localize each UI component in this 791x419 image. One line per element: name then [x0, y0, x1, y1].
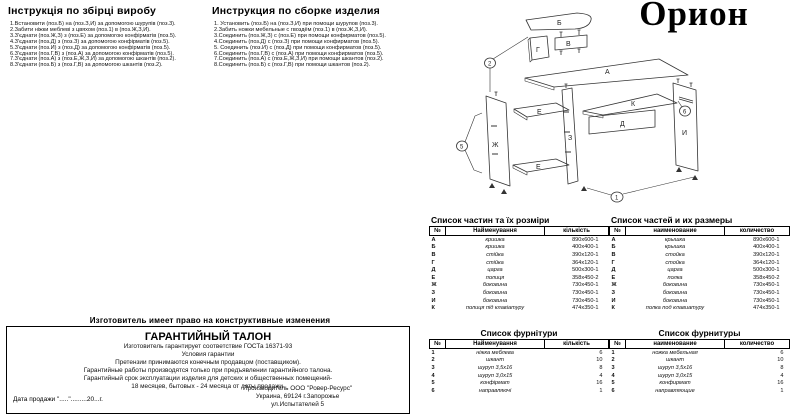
table-cell: 730х450-1 — [753, 289, 780, 296]
text-line: Условия гарантии — [181, 351, 235, 358]
table-cell: шуруп 3,0х15 — [657, 372, 693, 379]
instruction-step: 2.Забить ножки мебельные с гвоздём (поз.1) в (поз.Ж,З,И). — [214, 26, 368, 33]
ua-instructions-title: Інструкція по збірці виробу — [8, 5, 157, 17]
instruction-step: 4.З'єднати (поз.Д) з (поз.З) за допомогою конфірматів (поз.5). — [10, 38, 170, 45]
instruction-step: 1.Встановити (поз.Б) на (поз.З,И) за допомогою шурупів (поз.3). — [10, 21, 176, 27]
table-row — [430, 251, 609, 259]
table-row — [430, 349, 609, 357]
table-cell: царга — [667, 267, 683, 274]
table-cell: 2 — [611, 357, 615, 364]
warranty-title: ГАРАНТИЙНЫЙ ТАЛОН — [144, 331, 272, 343]
instruction-step: 5.З'єднати (поз.И) з (поз.Д) за допомогою конфірматів (поз.5). — [10, 44, 171, 51]
table-cell: К — [431, 305, 435, 312]
instruction-step: 5. Соединить (поз.И) с (поз.Д) при помощи конфирматов (поз.5). — [214, 44, 382, 51]
column-header: количество — [725, 340, 790, 349]
column-header: кількість — [545, 227, 609, 236]
table-cell: полиця під клавіатуру — [465, 305, 525, 312]
table-cell: 6 — [611, 387, 615, 394]
warranty-date-line: Дата продажи ".....".........20...г. — [13, 396, 103, 403]
ru-instructions-block — [212, 5, 410, 69]
table-cell: 10 — [777, 357, 784, 364]
table-row — [610, 297, 790, 305]
text-line: Гарантийный срок эксплуатации изделия для детских и общественных помещений- — [83, 375, 333, 382]
diagram-label-a: А — [605, 69, 610, 76]
diagram-label-b: Б — [557, 20, 562, 27]
diagram-label-e-lower: Е — [536, 164, 541, 171]
table-cell: направляющие — [655, 387, 695, 394]
part-k-keyboard-shelf — [583, 94, 677, 115]
assembly-diagram — [430, 4, 790, 216]
column-header: № — [610, 227, 626, 236]
table-row — [610, 289, 790, 297]
table-cell: 474х350-1 — [572, 305, 599, 312]
column-header: количество — [725, 227, 790, 236]
table-row — [610, 304, 790, 312]
ru-hardware-table — [609, 339, 790, 395]
table-cell: Д — [611, 267, 616, 274]
table-cell: 4 — [611, 372, 615, 379]
table-row — [430, 236, 609, 244]
table-row — [610, 379, 790, 387]
screw-icon — [578, 49, 581, 53]
table-cell: 5 — [431, 380, 435, 387]
table-cell: З — [431, 289, 436, 296]
table-cell: 730х450-1 — [572, 282, 599, 289]
table-cell: Е — [611, 274, 616, 281]
table-cell: ніжка меблева — [476, 349, 514, 356]
instruction-step: 8.Соединить (поз.Б) с (поз.Г,В) при помощи шкантов (поз.2). — [214, 62, 371, 69]
table-row — [610, 387, 790, 395]
diagram-label-z: З — [568, 135, 573, 142]
text-line: 18 месяцев, бытовых - 24 месяца от даты продажи. — [131, 383, 285, 390]
table-cell: крышка — [664, 236, 686, 243]
diagram-label-g: Г — [536, 47, 540, 54]
table-cell: 5 — [611, 380, 615, 387]
table-cell: 730х450-1 — [572, 297, 599, 304]
table-cell: А — [431, 236, 436, 243]
warranty-card — [6, 326, 410, 414]
text-line: Производитель ООО "Ровер-Ресурс" — [243, 385, 353, 392]
table-cell: 10 — [596, 357, 603, 364]
text-line: Изготовитель гарантирует соответствие ГОСТа 16371-93 — [123, 343, 293, 350]
table-cell: И — [611, 297, 616, 304]
table-cell: 6 — [431, 387, 435, 394]
table-cell: 2 — [431, 357, 435, 364]
column-header: Найменування — [446, 340, 545, 349]
ua-parts-table-title: Список частин та їх розміри — [431, 215, 550, 225]
table-cell: Г — [611, 259, 615, 266]
table-row — [610, 266, 790, 274]
table-cell: Е — [431, 274, 436, 281]
table-row — [610, 282, 790, 290]
warranty-producer-block — [243, 385, 352, 409]
table-row — [610, 244, 790, 252]
diagram-label-i: И — [682, 130, 688, 137]
table-cell: Г — [431, 259, 435, 266]
table-row — [430, 259, 609, 267]
ru-instructions-title: Инструкция по сборке изделия — [212, 5, 380, 17]
table-cell: 390х120-1 — [753, 251, 780, 258]
text-line: Претензии принимаются конечным продавцом (поставщиком). — [115, 359, 301, 366]
table-cell: боковина — [662, 297, 688, 304]
screw-icon — [560, 51, 563, 55]
table-cell: Ж — [431, 282, 437, 289]
ru-parts-table — [609, 226, 790, 312]
table-cell: З — [611, 289, 616, 296]
table-row — [610, 259, 790, 267]
column-header: № — [430, 227, 446, 236]
column-header: кількість — [545, 340, 609, 349]
text-line: Украина, 69124 г.Запорожье — [255, 393, 340, 400]
column-header: № — [430, 340, 446, 349]
screw-icon — [495, 92, 498, 96]
table-cell: И — [431, 297, 436, 304]
table-cell: Б — [611, 244, 616, 251]
table-cell: 1 — [611, 349, 615, 356]
keyboard-rail — [679, 97, 693, 103]
table-cell: боковина — [662, 289, 688, 296]
table-cell: 6 — [599, 349, 603, 356]
instruction-step: 3.Соединить (поз.Ж,З) с (поз.Е) при помощи конфирматов (поз.5). — [214, 32, 386, 39]
ua-parts-table — [429, 226, 609, 312]
table-cell: 3 — [611, 364, 615, 371]
table-row — [430, 364, 609, 372]
part-zh-side-panel — [486, 96, 510, 186]
table-row — [610, 236, 790, 244]
table-cell: кришка — [485, 244, 505, 251]
table-cell: стійка — [486, 259, 504, 266]
part-e-lower-shelf — [513, 159, 569, 172]
screw-icon — [560, 32, 563, 37]
table-cell: шкант — [665, 357, 685, 364]
table-cell: 4 — [431, 372, 435, 379]
table-cell: полиця — [485, 274, 505, 281]
table-row — [430, 274, 609, 282]
table-cell: шуруп 3,5х16 — [477, 364, 513, 371]
callout-1-number: 1 — [615, 195, 619, 202]
table-row — [430, 282, 609, 290]
table-row — [430, 379, 609, 387]
diagram-label-e-upper: Е — [537, 109, 542, 116]
table-cell: 730х450-1 — [753, 282, 780, 289]
ru-instructions-list — [212, 22, 410, 69]
table-cell: боковина — [482, 282, 508, 289]
column-header: наименование — [626, 227, 725, 236]
column-header: Найменування — [446, 227, 545, 236]
table-cell: 390х120-1 — [572, 251, 599, 258]
table-row — [430, 289, 609, 297]
table-cell: шкант — [485, 357, 505, 364]
table-cell: 1 — [599, 387, 603, 394]
instruction-step: 2.Забити ніжки меблеві з цвяхом (поз.1) в (поз.Ж,З,И). — [10, 26, 151, 33]
table-cell: 400х400-1 — [572, 244, 599, 251]
callout-5-number: 5 — [460, 144, 464, 151]
ua-hardware-table — [429, 339, 609, 395]
diagram-label-zh: Ж — [492, 142, 499, 149]
table-cell: 8 — [780, 364, 784, 371]
callout-2-number: 2 — [488, 61, 492, 68]
table-cell: стойка — [665, 251, 685, 258]
ru-hardware-table-title: Список фурнитуры — [658, 328, 741, 338]
table-cell: Д — [431, 267, 436, 274]
table-cell: 3 — [431, 364, 435, 371]
table-cell: крышка — [664, 244, 686, 251]
table-cell: 4 — [599, 372, 603, 379]
table-row — [430, 372, 609, 380]
table-cell: 730х450-1 — [572, 289, 599, 296]
table-cell: полка — [667, 274, 683, 281]
ua-hardware-table-title: Список фурнітури — [480, 328, 558, 338]
diagram-label-d: Д — [620, 121, 625, 128]
factory-note: Изготовитель имеет право на конструктивные изменения — [89, 316, 331, 325]
table-cell: стійка — [486, 251, 504, 258]
part-v-stand — [555, 35, 587, 50]
table-cell: 1 — [780, 387, 784, 394]
table-row — [610, 372, 790, 380]
table-cell: 400х400-1 — [753, 244, 780, 251]
table-cell: 500х300-1 — [572, 267, 599, 274]
table-cell: 4 — [780, 372, 784, 379]
screw-icon — [578, 30, 581, 35]
table-cell: конфирмат — [659, 380, 691, 387]
text-line: Гарантийные работы производятся только при предъявлении гарантийного талона. — [83, 367, 333, 374]
table-cell: Ж — [611, 282, 617, 289]
table-cell: царга — [487, 267, 503, 274]
table-cell: 358х450-2 — [753, 274, 780, 281]
table-cell: К — [611, 305, 615, 312]
table-cell: 500х300-1 — [753, 267, 780, 274]
table-cell: ножка мебельная — [652, 349, 698, 356]
table-cell: Б — [431, 244, 436, 251]
table-cell: 16 — [777, 380, 784, 387]
instruction-step: 6.Соединить (поз.Г,В) с (поз.А) при помощи конфирматов (поз.5). — [214, 50, 384, 57]
table-row — [610, 274, 790, 282]
callout-6-number: 6 — [683, 109, 687, 116]
column-header: № — [610, 340, 626, 349]
instruction-step: 4.Соединить (поз.Д) с (поз.З) при помощи конфирматов (поз.5). — [214, 38, 380, 45]
table-cell: 730х450-1 — [753, 297, 780, 304]
table-cell: 890х600-1 — [572, 236, 599, 243]
table-cell: В — [431, 251, 436, 258]
table-cell: шуруп 3,0х15 — [477, 372, 513, 379]
ru-hardware-table-block — [609, 328, 790, 395]
table-cell: направляючі — [478, 387, 512, 394]
table-cell: боковина — [482, 297, 508, 304]
table-row — [610, 349, 790, 357]
table-row — [610, 364, 790, 372]
table-cell: 474х350-1 — [753, 305, 780, 312]
instruction-step: 6.З'єднати (поз.Г,В) з (поз.А) за допомогою конфірматів (поз.5). — [10, 50, 174, 57]
instruction-step: 8.З'єднати (поз.Б) з (поз.Г,В) за допомогою шкантів (поз.2). — [10, 62, 163, 69]
ua-instructions-block — [8, 5, 206, 69]
table-cell: В — [611, 251, 616, 258]
table-cell: 358х450-2 — [572, 274, 599, 281]
table-row — [430, 387, 609, 395]
screw-icon — [690, 83, 693, 87]
instruction-step: 1. Установить (поз.Б) на (поз.З,И) при помощи шурупов (поз.3). — [214, 21, 378, 27]
product-title: Орион — [639, 0, 749, 33]
table-row — [430, 357, 609, 365]
table-cell: 6 — [780, 349, 784, 356]
warranty-lines — [7, 343, 409, 391]
table-row — [430, 266, 609, 274]
table-cell: стойка — [665, 259, 685, 266]
table-cell: 8 — [599, 364, 603, 371]
screw-icon — [677, 79, 680, 83]
ua-parts-table-block — [429, 215, 609, 312]
table-cell: 890х600-1 — [753, 236, 780, 243]
exploded-view-drawing — [430, 4, 790, 216]
diagram-label-k: К — [631, 101, 636, 108]
text-line: ул.Испытателей 5 — [271, 401, 325, 408]
table-row — [430, 304, 609, 312]
table-row — [610, 357, 790, 365]
table-cell: шуруп 3,5х16 — [657, 364, 693, 371]
ru-parts-table-title: Список частей и их размеры — [611, 215, 733, 225]
column-header: наименование — [626, 340, 725, 349]
table-cell: боковина — [662, 282, 688, 289]
ua-hardware-table-block — [429, 328, 609, 395]
instruction-step: 7.З'єднати (поз.А) з (поз.Е,Ж,З,И) за допомогою шкантів (поз.2). — [10, 56, 176, 63]
part-i-side-panel — [673, 83, 698, 171]
table-cell: конфірмат — [480, 380, 510, 387]
ua-instructions-list — [8, 22, 206, 69]
diagram-label-v: В — [566, 41, 571, 48]
ru-parts-table-block — [609, 215, 790, 312]
table-cell: А — [611, 236, 616, 243]
table-cell: 364х120-1 — [572, 259, 599, 266]
table-cell: 16 — [596, 380, 603, 387]
table-row — [610, 251, 790, 259]
table-row — [430, 297, 609, 305]
table-cell: боковина — [482, 289, 508, 296]
table-cell: 364х120-1 — [753, 259, 780, 266]
table-row — [430, 244, 609, 252]
table-cell: 1 — [431, 349, 435, 356]
instruction-step: 3.З'єднати (поз.Ж,З) з (поз.Е) за допомогою конфірматів (поз.5). — [10, 32, 177, 39]
table-cell: кришка — [485, 236, 505, 243]
instruction-step: 7.Соединить (поз.А) с (поз.Е,Ж,З,И) при помощи шкантов (поз.2). — [214, 56, 384, 63]
table-cell: полка под клавиатуру — [645, 305, 705, 312]
